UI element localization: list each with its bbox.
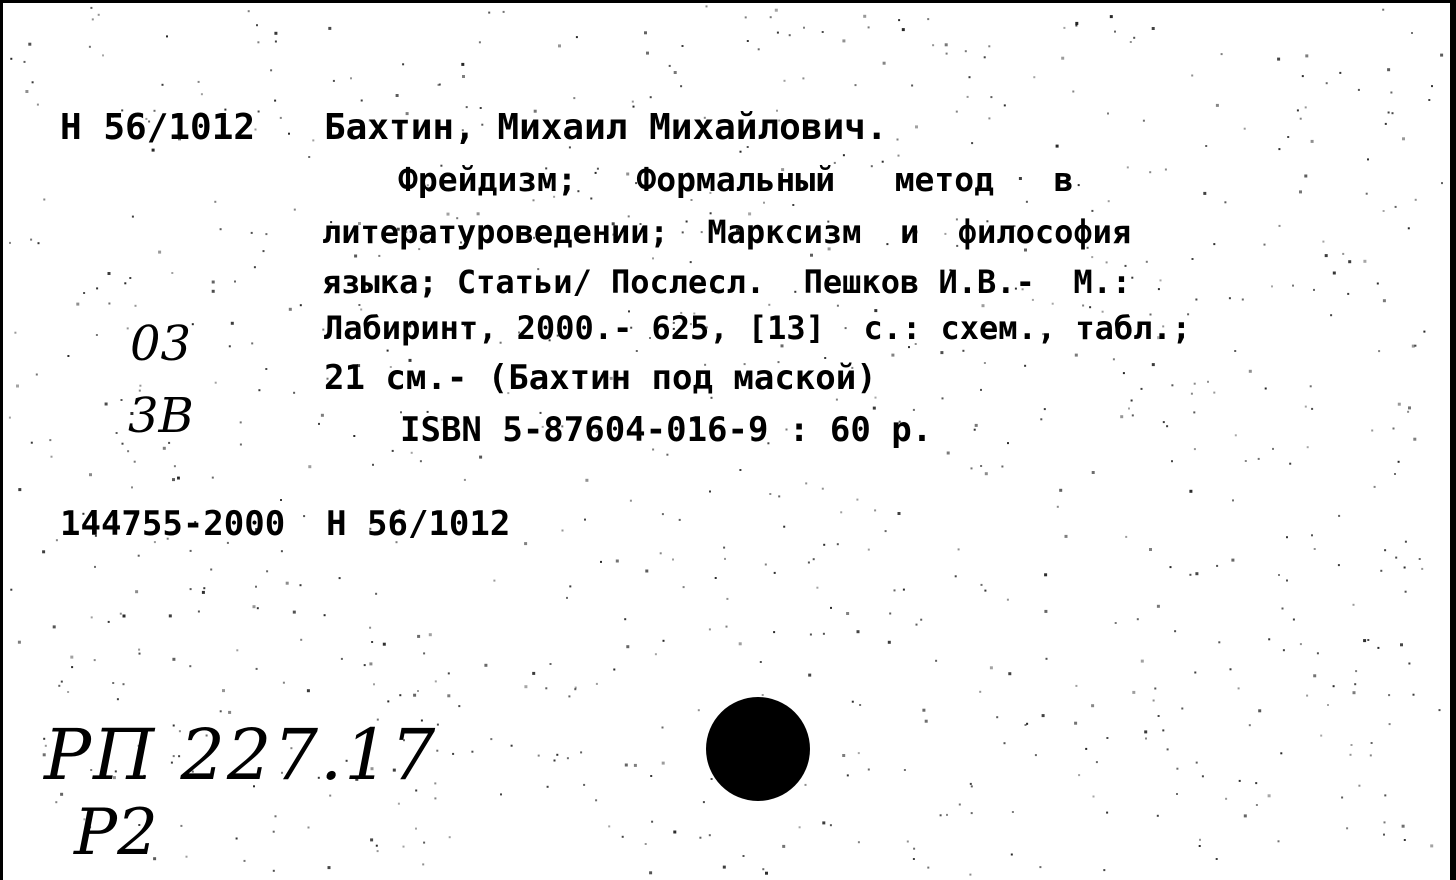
- title-line-3: языка; Статьи/ Послесл. Пешков И.В.- М.:: [322, 263, 1132, 301]
- handwritten-code-1: 03: [130, 316, 192, 372]
- title-line-1: Фрейдизм; Формальный метод в: [398, 160, 1074, 199]
- handwritten-shelf-mark-1: РП 227.17: [44, 714, 438, 796]
- accession-line: 144755-2000 Н 56/1012: [60, 504, 511, 544]
- handwritten-shelf-mark-2: Р2: [74, 796, 158, 870]
- punch-hole: [706, 697, 810, 801]
- series-line: 21 см.- (Бахтин под маской): [324, 358, 877, 398]
- isbn-line: ISBN 5-87604-016-9 : 60 р.: [400, 410, 933, 450]
- author-heading: Бахтин, Михаил Михайлович.: [324, 107, 888, 148]
- imprint-line: Лабиринт, 2000.- 625, [13] с.: схем., табл.;: [324, 309, 1191, 347]
- handwritten-code-2: 3В: [128, 388, 194, 444]
- call-number: Н 56/1012: [60, 107, 256, 148]
- title-line-2: литературоведении; Марксизм и философия: [322, 213, 1132, 251]
